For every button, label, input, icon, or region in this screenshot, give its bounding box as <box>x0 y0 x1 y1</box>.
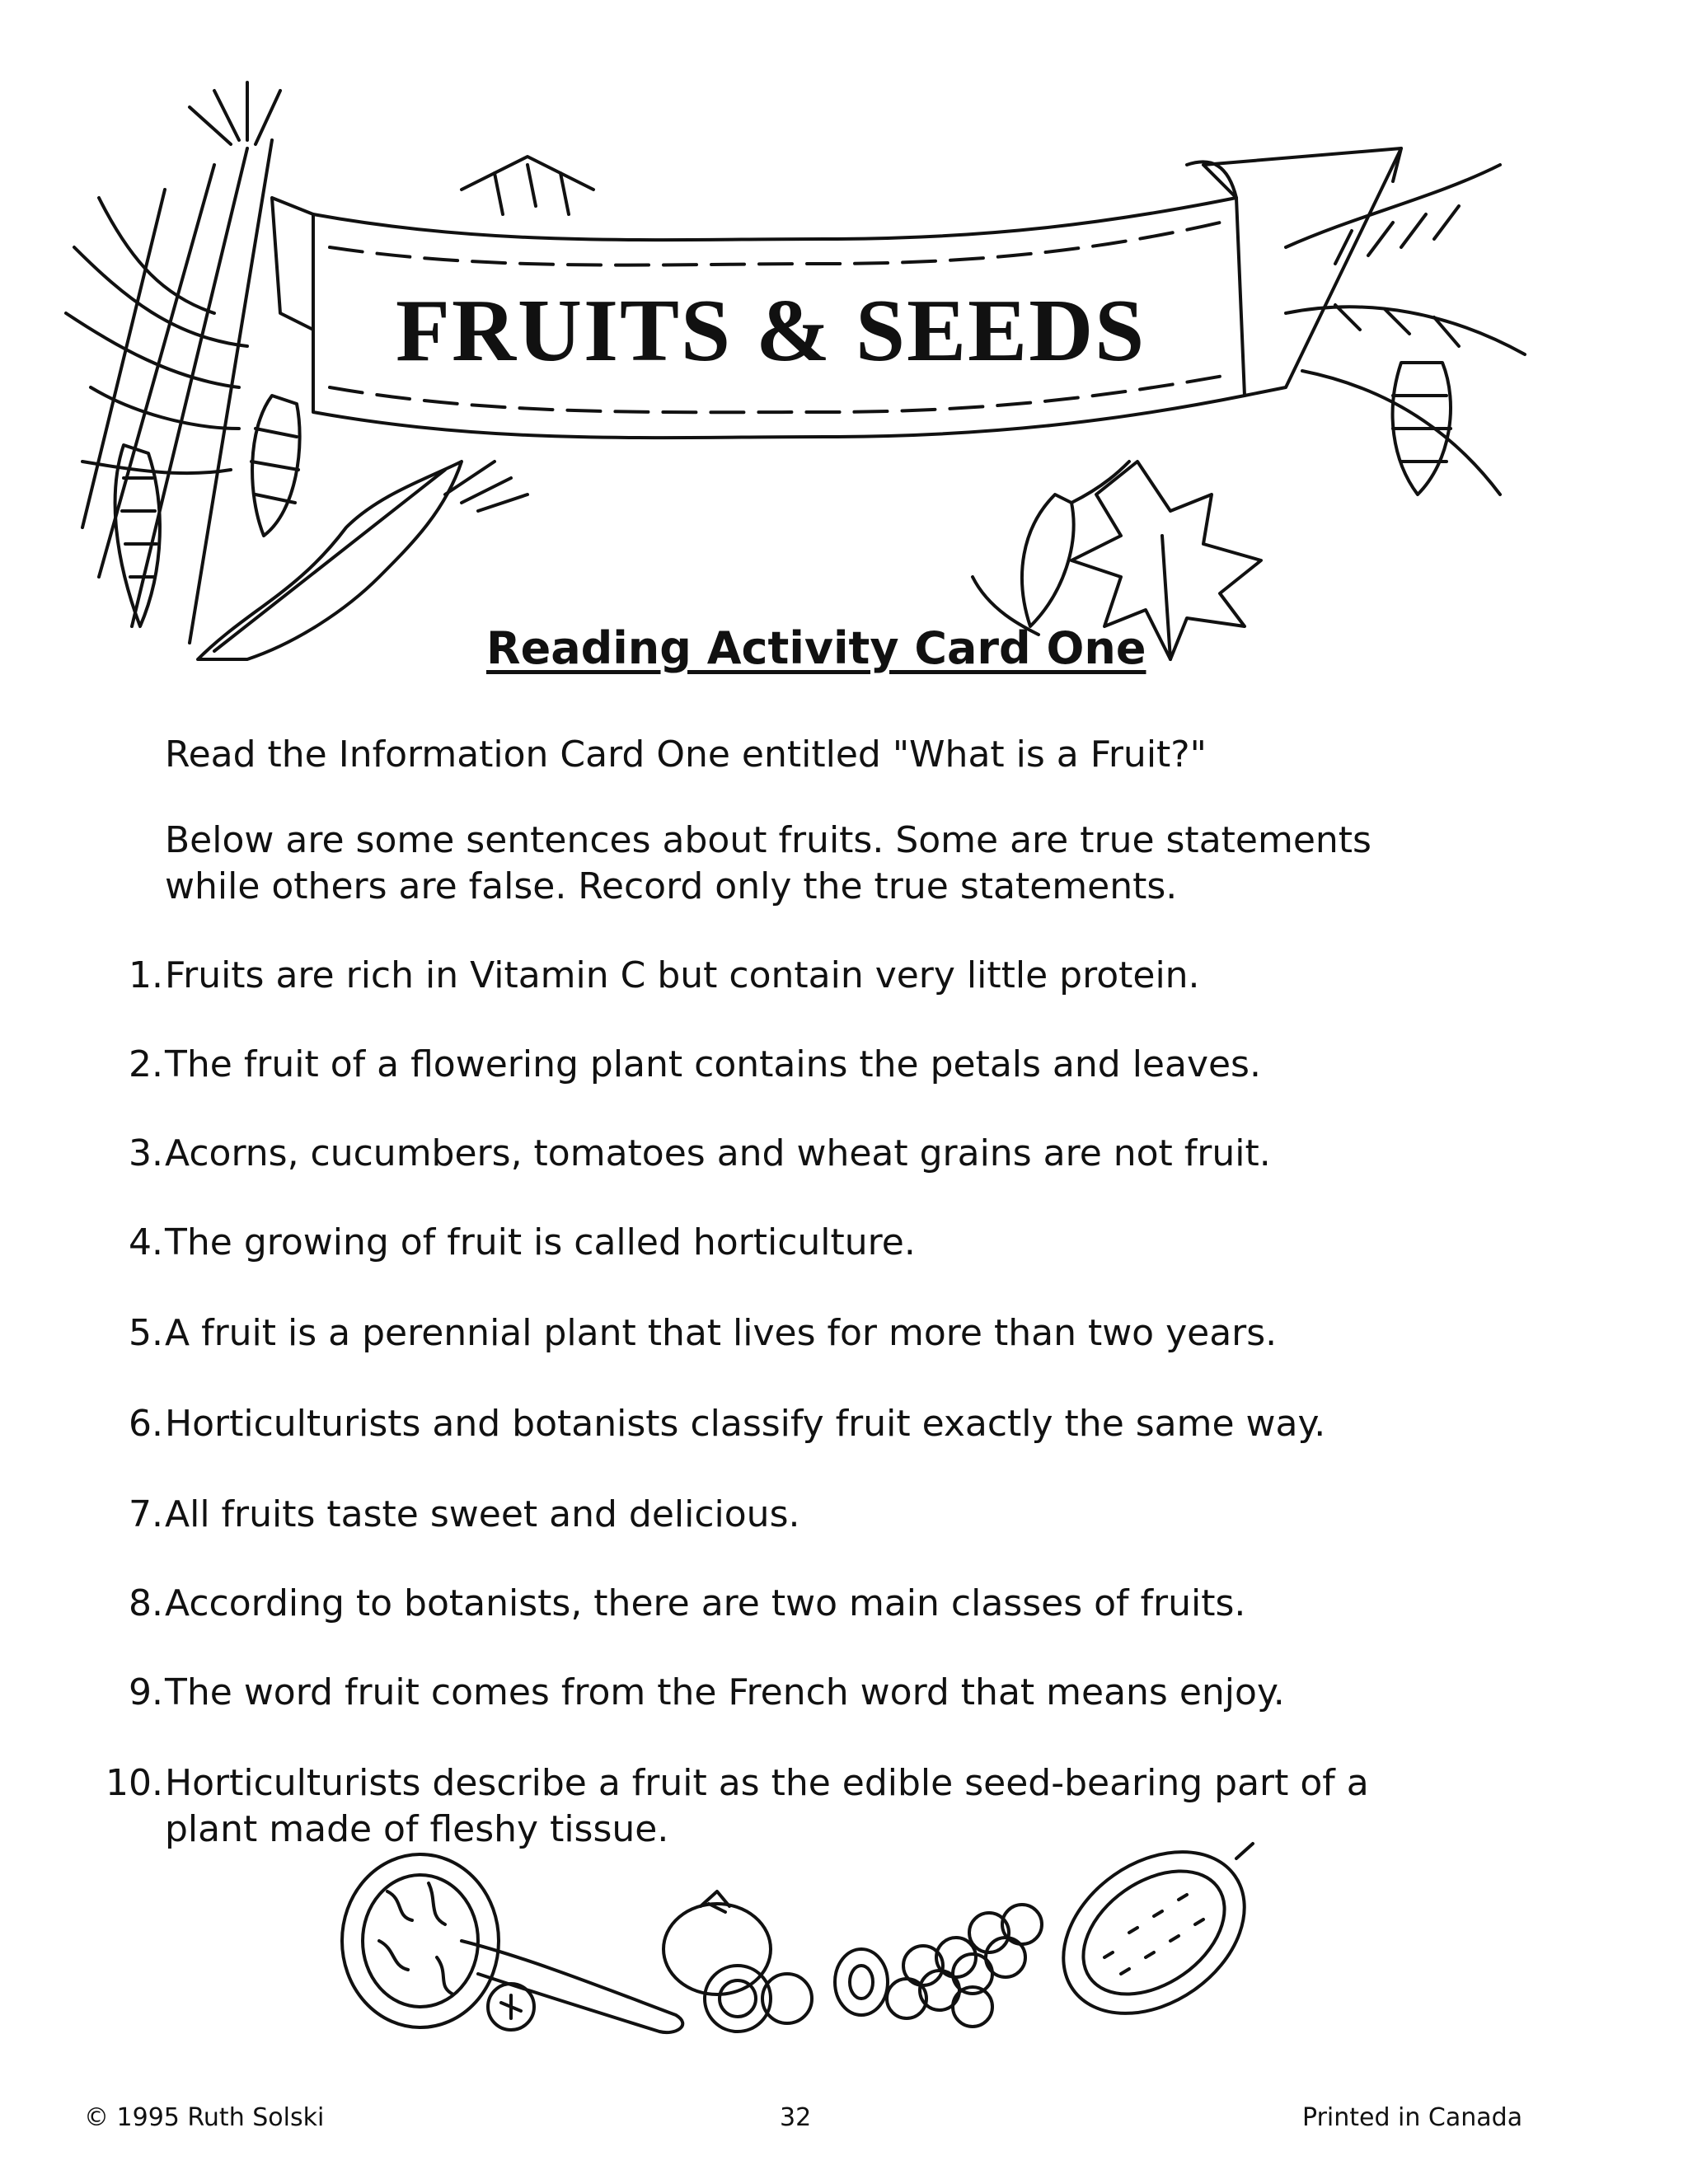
activity-subtitle: Reading Activity Card One <box>486 622 1146 674</box>
statement-number: 5. <box>129 1312 163 1354</box>
statement-item <box>82 1581 1451 1627</box>
instruction-line-1: Read the Information Card One entitled "What is a Fruit?" <box>165 733 1207 776</box>
statement-item <box>82 1401 1451 1447</box>
right-foliage-icon <box>973 165 1525 659</box>
copyright-text: © 1995 Ruth Solski <box>84 2103 325 2132</box>
page-number: 32 <box>780 2103 812 2132</box>
statement-text: The growing of fruit is called horticulture. <box>165 1221 916 1263</box>
grapes-icon <box>887 1905 1042 2027</box>
statement-text: A fruit is a perennial plant that lives for more than two years. <box>165 1312 1278 1354</box>
statement-number: 1. <box>129 954 163 996</box>
fruit-illustration <box>313 1834 1319 2040</box>
statement-text: Acorns, cucumbers, tomatoes and wheat grains are not fruit. <box>165 1132 1271 1174</box>
page-title: FRUITS & SEEDS <box>396 282 1146 380</box>
melon-icon <box>342 1854 499 2027</box>
plum-icon <box>835 1949 888 2015</box>
instruction-line-2: Below are some sentences about fruits. Some are true statements while others are false. Record only the true statements. <box>165 819 1372 907</box>
statement-text: Horticulturists describe a fruit as the edible seed-bearing part of a plant made of fleshy tissue. <box>165 1762 1369 1850</box>
cucumber-icon <box>462 1941 682 2032</box>
statement-number: 7. <box>129 1493 163 1535</box>
statement-text: Fruits are rich in Vitamin C but contain very little protein. <box>165 954 1200 996</box>
statement-text: The fruit of a flowering plant contains the petals and leaves. <box>165 1043 1261 1085</box>
statement-number: 9. <box>129 1671 163 1713</box>
statement-item <box>82 1670 1451 1716</box>
statement-item <box>82 953 1451 999</box>
tomato-icon <box>663 1891 812 2032</box>
statement-item <box>82 1220 1451 1266</box>
statement-number: 10. <box>106 1762 163 1804</box>
statement-item <box>82 1310 1451 1357</box>
statement-number: 3. <box>129 1132 163 1174</box>
statement-text: The word fruit comes from the French word that means enjoy. <box>165 1671 1285 1713</box>
statement-text: According to botanists, there are two main classes of fruits. <box>165 1582 1246 1624</box>
watermelon-icon <box>1033 1834 1275 2040</box>
statement-text: Horticulturists and botanists classify fruit exactly the same way. <box>165 1403 1326 1445</box>
printed-in-text: Printed in Canada <box>1302 2103 1523 2132</box>
statement-item <box>82 1042 1451 1088</box>
statement-item <box>82 1492 1451 1538</box>
statement-number: 2. <box>129 1043 163 1085</box>
statement-number: 8. <box>129 1582 163 1624</box>
statement-number: 4. <box>129 1221 163 1263</box>
statement-item <box>82 1131 1451 1177</box>
statement-text: All fruits taste sweet and delicious. <box>165 1493 800 1535</box>
statement-number: 6. <box>129 1403 163 1445</box>
